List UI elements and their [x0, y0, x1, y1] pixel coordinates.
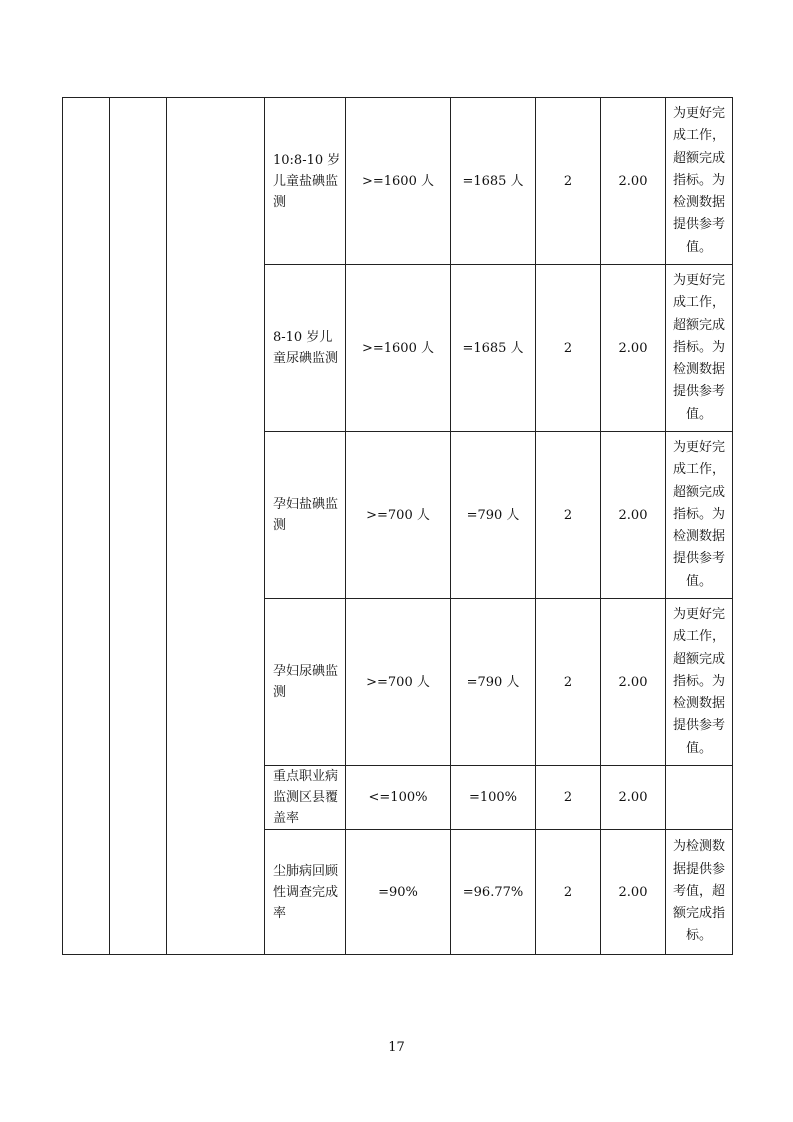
actual-value-cell: =100% — [451, 766, 536, 830]
weight-cell: 2 — [536, 432, 601, 599]
weight-cell: 2 — [536, 830, 601, 955]
actual-value-cell: =790 人 — [451, 432, 536, 599]
indicator-name-cell: 重点职业病监测区县覆盖率 — [265, 766, 346, 830]
score-cell: 2.00 — [601, 599, 666, 766]
indicator-name-cell: 8-10 岁儿童尿碘监测 — [265, 265, 346, 432]
note-cell: 为更好完成工作，超额完成指标。为检测数据提供参考值。 — [666, 432, 733, 599]
empty-level1-cell — [63, 98, 110, 955]
weight-cell: 2 — [536, 766, 601, 830]
score-cell: 2.00 — [601, 830, 666, 955]
note-cell — [666, 766, 733, 830]
score-cell: 2.00 — [601, 432, 666, 599]
score-cell: 2.00 — [601, 265, 666, 432]
weight-cell: 2 — [536, 265, 601, 432]
target-value-cell: >=700 人 — [346, 432, 451, 599]
weight-cell: 2 — [536, 98, 601, 265]
note-cell: 为更好完成工作，超额完成指标。为检测数据提供参考值。 — [666, 599, 733, 766]
note-cell: 为更好完成工作，超额完成指标。为检测数据提供参考值。 — [666, 98, 733, 265]
target-value-cell: <=100% — [346, 766, 451, 830]
note-cell: 为更好完成工作，超额完成指标。为检测数据提供参考值。 — [666, 265, 733, 432]
actual-value-cell: =790 人 — [451, 599, 536, 766]
page-number: 17 — [388, 1040, 405, 1055]
actual-value-cell: =1685 人 — [451, 265, 536, 432]
actual-value-cell: =1685 人 — [451, 98, 536, 265]
target-value-cell: >=1600 人 — [346, 98, 451, 265]
target-value-cell: >=700 人 — [346, 599, 451, 766]
indicator-name-cell: 孕妇尿碘监测 — [265, 599, 346, 766]
indicator-name-cell: 尘肺病回顾性调查完成率 — [265, 830, 346, 955]
target-value-cell: >=1600 人 — [346, 265, 451, 432]
weight-cell: 2 — [536, 599, 601, 766]
table-row — [63, 98, 733, 265]
target-value-cell: =90% — [346, 830, 451, 955]
indicator-name-cell: 孕妇盐碘监测 — [265, 432, 346, 599]
note-cell: 为检测数据提供参考值，超额完成指标。 — [666, 830, 733, 955]
score-cell: 2.00 — [601, 766, 666, 830]
score-cell: 2.00 — [601, 98, 666, 265]
performance-table — [62, 97, 733, 955]
actual-value-cell: =96.77% — [451, 830, 536, 955]
indicator-name-cell: 10:8-10 岁儿童盐碘监测 — [265, 98, 346, 265]
empty-level2-cell — [110, 98, 167, 955]
empty-level3-cell — [167, 98, 265, 955]
